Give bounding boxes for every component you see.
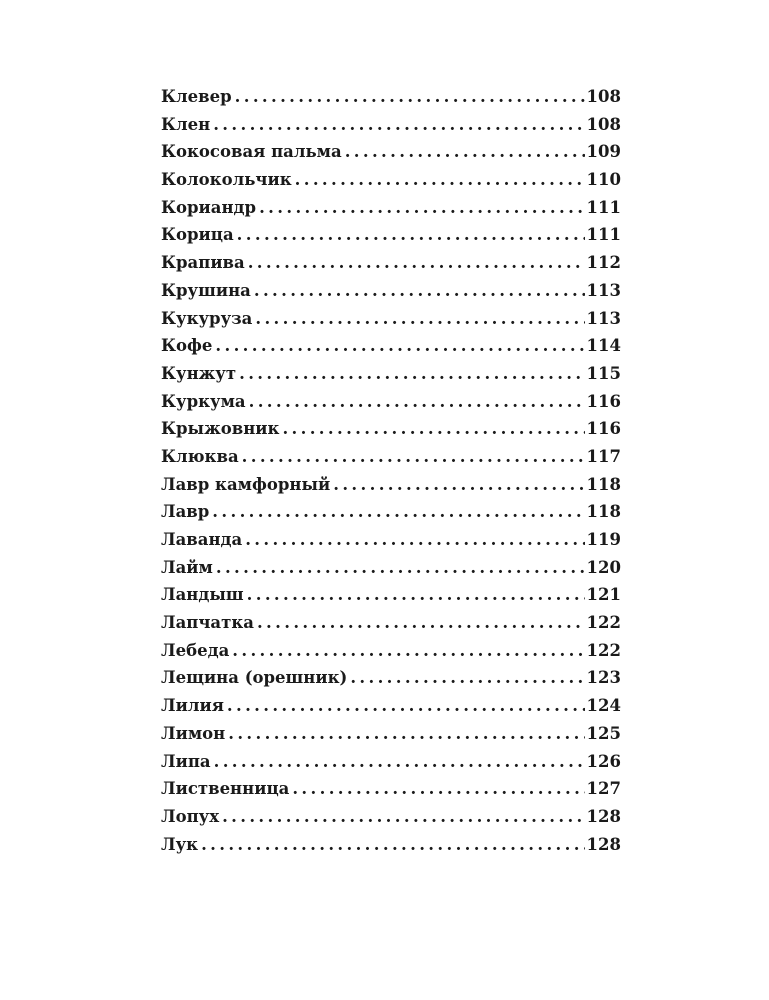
toc-dot-leader	[237, 225, 585, 244]
toc-entry-page: 112	[586, 253, 621, 273]
toc-entry	[161, 502, 621, 530]
toc-entry-page: 116	[586, 419, 621, 439]
toc-entry-title: Лавр	[161, 502, 210, 522]
toc-entry-title: Лаванда	[161, 530, 243, 549]
toc-dot-leader	[222, 807, 584, 826]
toc-entry-page: 119	[586, 530, 621, 549]
toc-entry	[161, 225, 621, 253]
toc-entry-title: Лиственница	[161, 779, 290, 799]
toc-entry	[161, 447, 621, 475]
toc-dot-leader	[248, 253, 585, 272]
toc-dot-leader	[214, 752, 585, 771]
toc-entry	[161, 419, 621, 447]
toc-entry	[161, 779, 621, 807]
toc-dot-leader	[282, 419, 584, 438]
toc-entry-page: 115	[586, 363, 621, 383]
toc-entry-page: 122	[586, 613, 621, 633]
toc-entry	[161, 364, 621, 392]
toc-entry-title: Куркума	[161, 391, 246, 411]
toc-entry-page: 118	[586, 502, 621, 522]
toc-entry	[161, 752, 621, 780]
toc-dot-leader	[333, 475, 584, 494]
toc-entry-title: Корица	[161, 225, 234, 245]
toc-entry	[161, 142, 621, 170]
table-of-contents	[161, 87, 621, 862]
toc-entry-page: 117	[586, 446, 621, 466]
toc-entry-title: Клевер	[161, 87, 232, 106]
toc-entry-page: 124	[586, 696, 621, 716]
toc-entry	[161, 530, 621, 558]
toc-entry	[161, 253, 621, 281]
toc-entry	[161, 724, 621, 752]
toc-dot-leader	[242, 447, 585, 466]
toc-entry-title: Лебеда	[161, 640, 230, 660]
toc-entry	[161, 281, 621, 309]
toc-dot-leader	[257, 613, 585, 632]
toc-entry-page: 121	[586, 585, 621, 605]
toc-entry-title: Лавр камфорный	[161, 474, 331, 494]
toc-entry-page: 118	[586, 474, 621, 494]
toc-dot-leader	[212, 502, 584, 521]
toc-entry-title: Клюква	[161, 446, 239, 466]
toc-dot-leader	[228, 724, 584, 743]
toc-dot-leader	[213, 115, 584, 134]
toc-dot-leader	[215, 336, 584, 355]
toc-entry-title: Крушина	[161, 280, 251, 300]
toc-entry-title: Колокольчик	[161, 170, 292, 190]
toc-entry-page: 123	[586, 668, 621, 688]
toc-entry-page: 111	[586, 225, 621, 245]
toc-entry	[161, 87, 621, 115]
toc-dot-leader	[249, 392, 585, 411]
toc-entry-title: Кофе	[161, 336, 213, 356]
toc-entry-page: 116	[586, 391, 621, 411]
toc-dot-leader	[254, 281, 585, 300]
toc-dot-leader	[235, 87, 585, 106]
toc-dot-leader	[245, 530, 584, 549]
toc-dot-leader	[350, 668, 584, 687]
toc-entry	[161, 668, 621, 696]
toc-entry-title: Ландыш	[161, 585, 244, 605]
toc-entry-title: Липа	[161, 751, 211, 771]
toc-dot-leader	[295, 170, 585, 189]
toc-entry	[161, 807, 621, 835]
toc-entry-title: Лук	[161, 834, 199, 854]
toc-entry-page: 126	[586, 751, 621, 771]
toc-entry-title: Кукуруза	[161, 308, 253, 328]
toc-entry-title: Лопух	[161, 806, 220, 826]
toc-dot-leader	[345, 142, 585, 161]
toc-dot-leader	[259, 198, 584, 217]
toc-entry-page: 114	[586, 336, 621, 356]
toc-dot-leader	[227, 696, 585, 715]
toc-entry-title: Клен	[161, 114, 211, 134]
toc-entry-title: Крапива	[161, 253, 245, 273]
toc-dot-leader	[255, 309, 584, 328]
toc-entry-title: Лещина (орешник)	[161, 668, 348, 688]
toc-entry-title: Кунжут	[161, 363, 237, 383]
toc-dot-leader	[232, 641, 584, 660]
toc-dot-leader	[239, 364, 584, 383]
toc-entry	[161, 641, 621, 669]
toc-entry-page: 122	[586, 640, 621, 660]
toc-entry	[161, 585, 621, 613]
toc-entry-page: 120	[586, 557, 621, 577]
toc-dot-leader	[201, 835, 584, 854]
toc-entry-title: Лилия	[161, 696, 224, 716]
toc-entry	[161, 696, 621, 724]
toc-entry-page: 113	[586, 308, 621, 328]
toc-entry	[161, 170, 621, 198]
toc-entry-title: Кокосовая пальма	[161, 142, 342, 162]
toc-entry-page: 128	[586, 806, 621, 826]
toc-entry-title: Лапчатка	[161, 613, 254, 633]
toc-entry	[161, 198, 621, 226]
toc-entry	[161, 558, 621, 586]
toc-dot-leader	[247, 585, 585, 604]
toc-entry	[161, 475, 621, 503]
toc-entry	[161, 392, 621, 420]
toc-entry-title: Крыжовник	[161, 419, 280, 439]
toc-entry-title: Лайм	[161, 557, 213, 577]
toc-entry-page: 108	[586, 114, 621, 134]
toc-entry-page: 125	[586, 723, 621, 743]
toc-entry	[161, 613, 621, 641]
toc-dot-leader	[216, 558, 585, 577]
toc-entry-page: 113	[586, 280, 621, 300]
toc-entry-page: 110	[586, 170, 621, 190]
toc-entry-page: 108	[586, 87, 621, 106]
toc-entry	[161, 115, 621, 143]
toc-entry	[161, 336, 621, 364]
toc-entry-page: 127	[586, 779, 621, 799]
toc-dot-leader	[292, 779, 584, 798]
toc-entry-page: 111	[586, 197, 621, 217]
toc-entry-page: 128	[586, 834, 621, 854]
toc-entry-title: Лимон	[161, 723, 226, 743]
toc-entry	[161, 309, 621, 337]
toc-entry	[161, 835, 621, 863]
toc-entry-title: Кориандр	[161, 197, 257, 217]
toc-entry-page: 109	[586, 142, 621, 162]
